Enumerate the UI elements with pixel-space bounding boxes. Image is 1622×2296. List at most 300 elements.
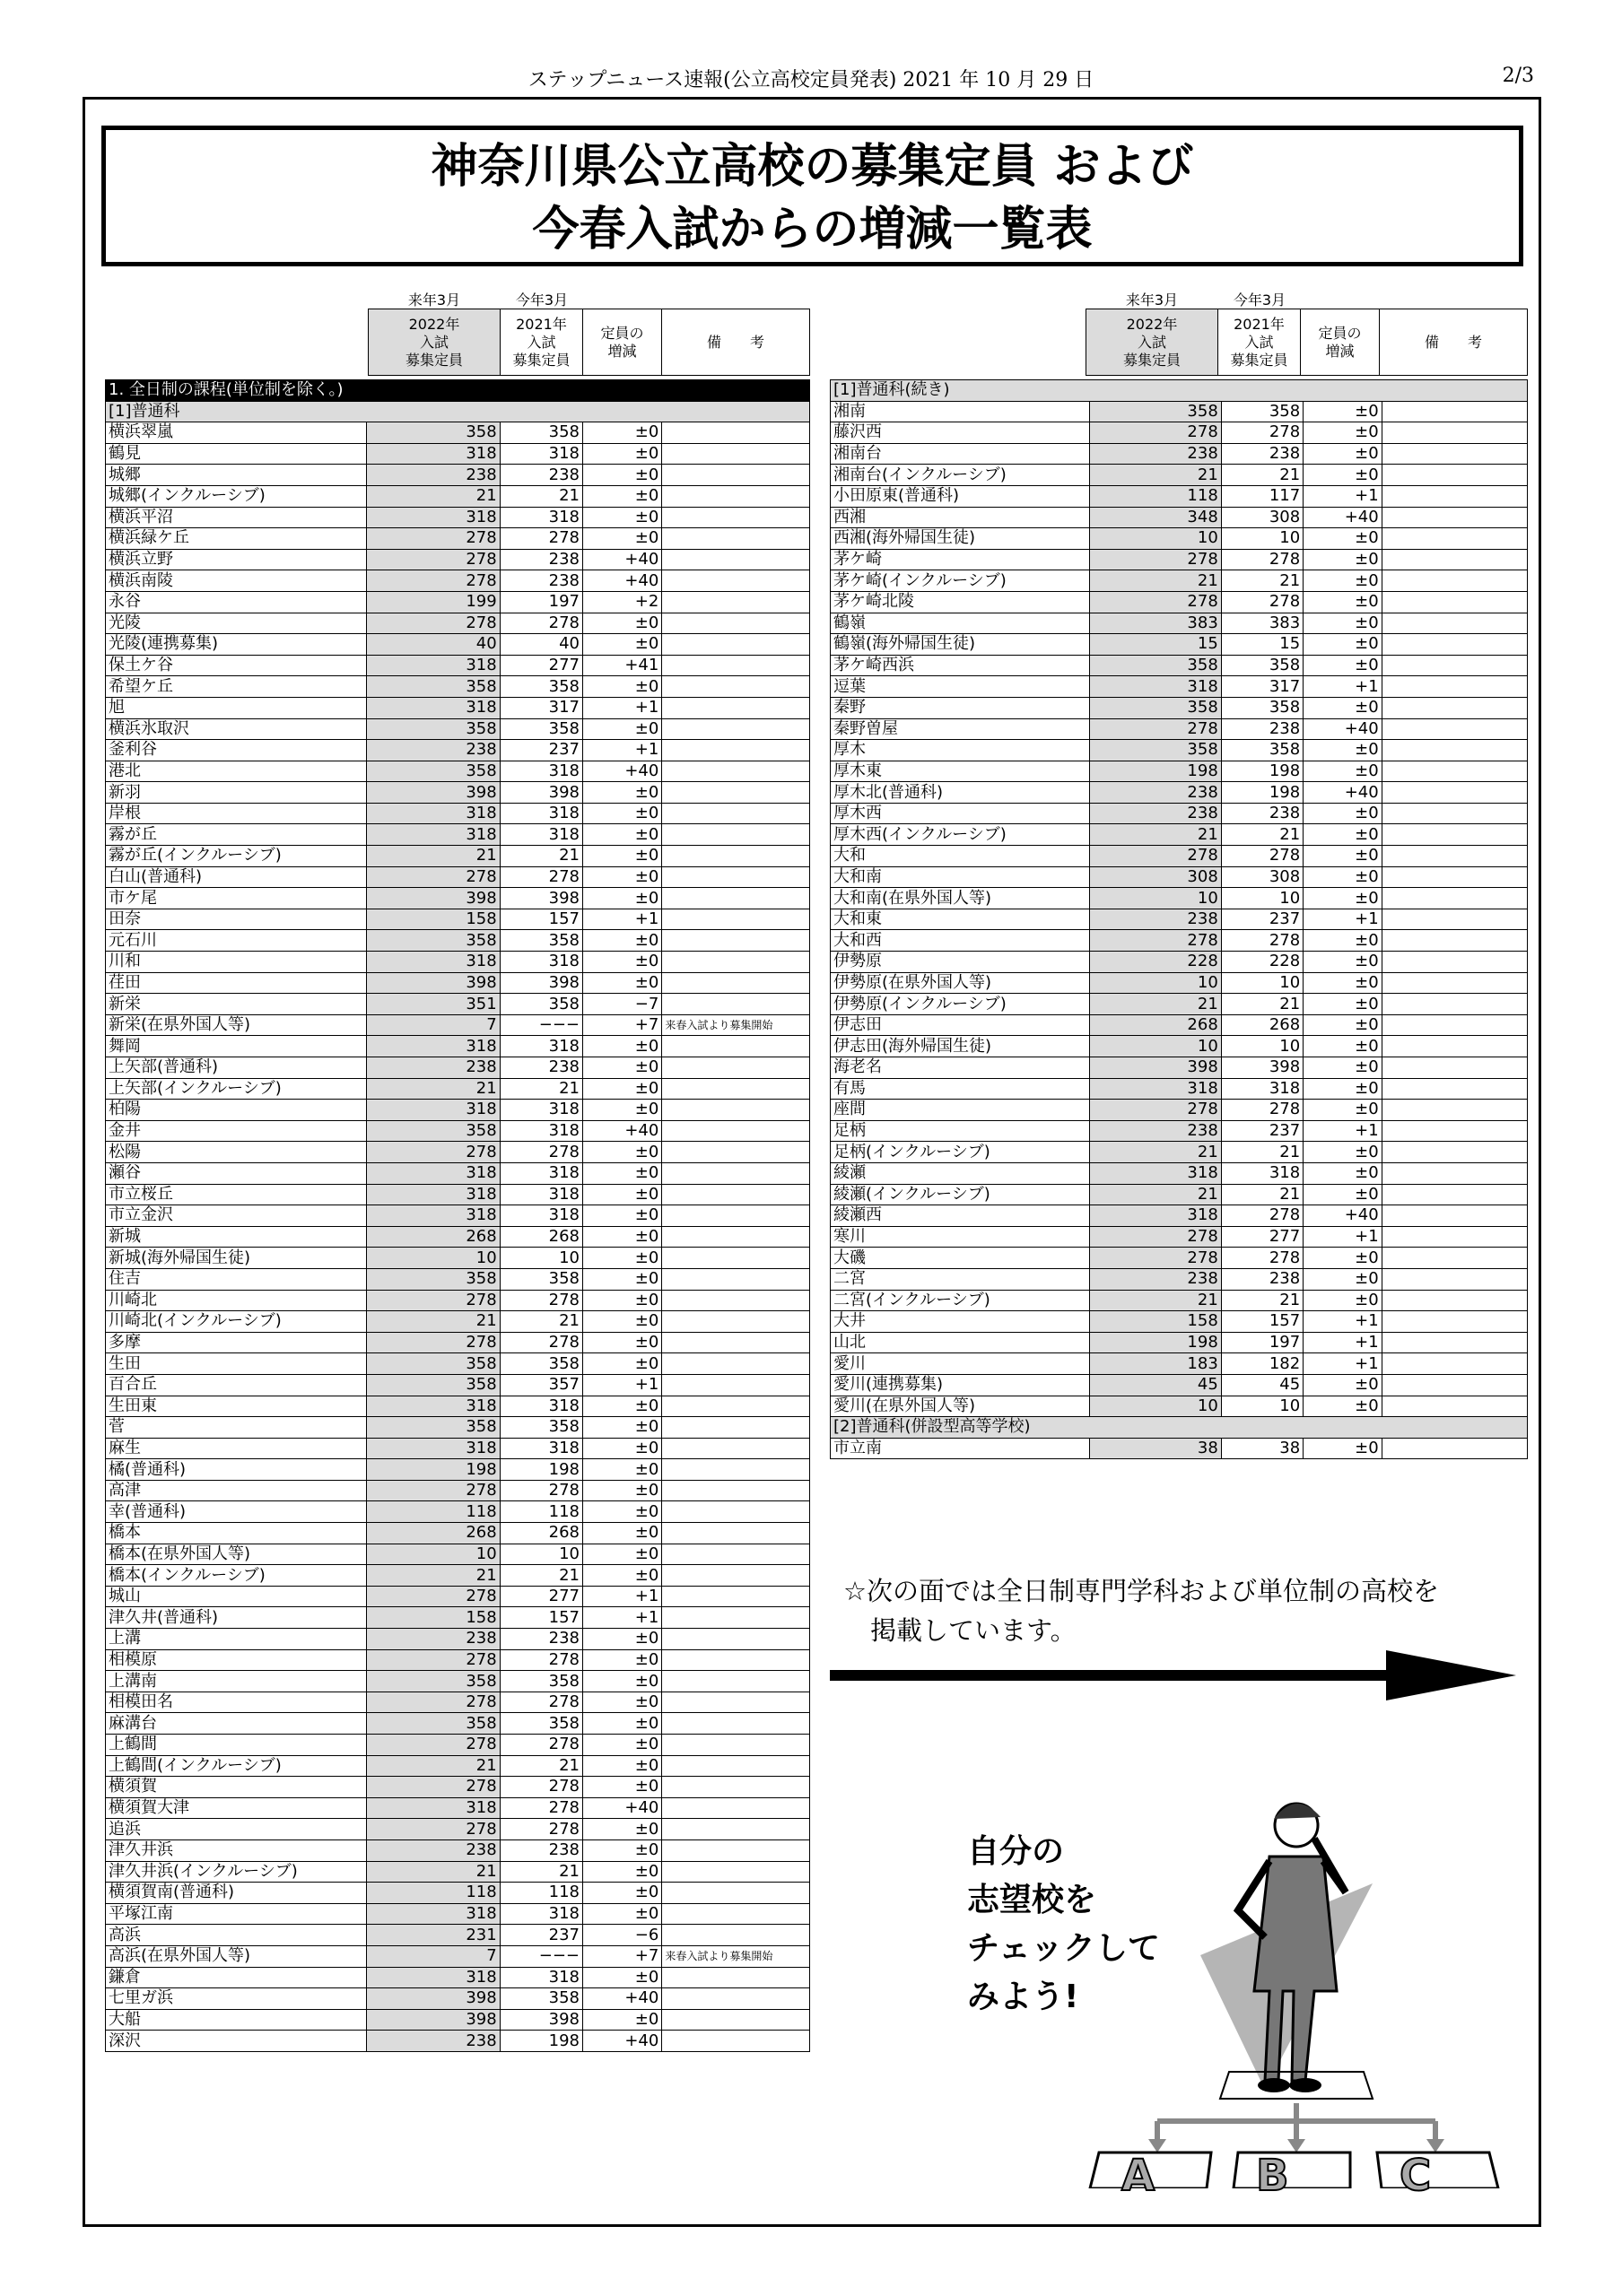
capacity-2022: 358 bbox=[367, 422, 501, 444]
school-name: 七里ガ浜 bbox=[106, 1988, 367, 2010]
capacity-2021: 398 bbox=[500, 888, 582, 909]
table-row bbox=[831, 697, 1528, 718]
capacity-change: −7 bbox=[583, 994, 662, 1015]
remarks bbox=[662, 1501, 810, 1523]
remarks bbox=[1382, 930, 1527, 952]
capacity-2021: 238 bbox=[500, 1057, 582, 1079]
capacity-2021: 318 bbox=[500, 507, 582, 528]
school-name: 瀬谷 bbox=[106, 1162, 367, 1184]
school-name: 横須賀南(普通科) bbox=[106, 1883, 367, 1904]
capacity-change: ±0 bbox=[583, 1078, 662, 1100]
table-row bbox=[106, 718, 810, 740]
school-name: 幸(普通科) bbox=[106, 1501, 367, 1523]
school-name: 大和西 bbox=[831, 930, 1090, 952]
capacity-change: ±0 bbox=[583, 1544, 662, 1565]
capacity-2022: 278 bbox=[367, 613, 501, 634]
table-row bbox=[831, 1014, 1528, 1036]
school-name: 金井 bbox=[106, 1120, 367, 1142]
remarks bbox=[662, 613, 810, 634]
capacity-2022: 238 bbox=[367, 1629, 501, 1650]
table-row bbox=[106, 634, 810, 656]
capacity-2021: 278 bbox=[500, 1142, 582, 1163]
section-label: 1. 全日制の課程(単位制を除く。) bbox=[106, 380, 810, 402]
school-name: 上溝 bbox=[106, 1629, 367, 1650]
capacity-change: +1 bbox=[1304, 485, 1382, 507]
remarks bbox=[662, 1353, 810, 1375]
table-row bbox=[106, 1353, 810, 1375]
capacity-change: ±0 bbox=[583, 930, 662, 952]
capacity-2022: 278 bbox=[367, 528, 501, 550]
table-row bbox=[831, 1290, 1528, 1311]
school-name: 生田 bbox=[106, 1353, 367, 1375]
capacity-change: ±0 bbox=[1304, 528, 1382, 550]
capacity-2021: 10 bbox=[1221, 528, 1303, 550]
capacity-change: ±0 bbox=[1304, 866, 1382, 888]
capacity-2022: 278 bbox=[1089, 1226, 1221, 1248]
capacity-2022: 318 bbox=[367, 655, 501, 676]
table-row bbox=[106, 803, 810, 824]
table-row bbox=[831, 952, 1528, 973]
table-row bbox=[106, 888, 810, 909]
school-name: 市ケ尾 bbox=[106, 888, 367, 909]
capacity-change: +2 bbox=[583, 591, 662, 613]
capacity-2021: 318 bbox=[500, 1205, 582, 1227]
capacity-2021: 21 bbox=[1221, 824, 1303, 846]
remarks bbox=[662, 1417, 810, 1439]
table-row bbox=[831, 718, 1528, 740]
remarks bbox=[662, 549, 810, 570]
school-name: 追浜 bbox=[106, 1819, 367, 1840]
capacity-2021: 238 bbox=[1221, 1268, 1303, 1290]
remarks bbox=[662, 1586, 810, 1607]
school-name: 伊勢原 bbox=[831, 952, 1090, 973]
school-name: 大和 bbox=[831, 846, 1090, 867]
table-row bbox=[831, 591, 1528, 613]
capacity-2021: 21 bbox=[500, 1755, 582, 1777]
capacity-change: ±0 bbox=[583, 1777, 662, 1798]
remarks bbox=[662, 888, 810, 909]
capacity-2021: 197 bbox=[1221, 1332, 1303, 1353]
capacity-2021: 308 bbox=[1221, 507, 1303, 528]
school-name: 大井 bbox=[831, 1311, 1090, 1333]
remarks bbox=[1382, 591, 1527, 613]
capacity-2022: 318 bbox=[367, 443, 501, 465]
capacity-2022: 278 bbox=[367, 1480, 501, 1501]
capacity-2021: 318 bbox=[500, 1120, 582, 1142]
table-row bbox=[106, 1036, 810, 1057]
capacity-2021: 398 bbox=[500, 2009, 582, 2031]
table-row bbox=[831, 1226, 1528, 1248]
table-row bbox=[106, 1184, 810, 1205]
remarks bbox=[1382, 1290, 1527, 1311]
table-row bbox=[831, 1374, 1528, 1396]
capacity-change: ±0 bbox=[583, 1523, 662, 1544]
school-name: 新羽 bbox=[106, 782, 367, 804]
capacity-2022: 278 bbox=[367, 1819, 501, 1840]
capacity-2021: 358 bbox=[500, 718, 582, 740]
remarks bbox=[662, 697, 810, 718]
school-name: 綾瀬(インクルーシブ) bbox=[831, 1184, 1090, 1205]
table-row bbox=[831, 761, 1528, 782]
capacity-change: ±0 bbox=[1304, 803, 1382, 824]
capacity-2021: 238 bbox=[1221, 443, 1303, 465]
capacity-2021: 268 bbox=[500, 1523, 582, 1544]
capacity-2022: 348 bbox=[1089, 507, 1221, 528]
capacity-2021: 21 bbox=[500, 1311, 582, 1333]
capacity-change: ±0 bbox=[583, 1438, 662, 1459]
capacity-change: +1 bbox=[583, 909, 662, 930]
remarks bbox=[1382, 1205, 1527, 1227]
capacity-change: +40 bbox=[1304, 1205, 1382, 1227]
capacity-2021: 198 bbox=[1221, 782, 1303, 804]
capacity-2022: 118 bbox=[367, 1501, 501, 1523]
capacity-2021: 318 bbox=[500, 1162, 582, 1184]
capacity-2021: 358 bbox=[500, 1671, 582, 1692]
table-row bbox=[106, 1629, 810, 1650]
remarks bbox=[1382, 1396, 1527, 1417]
capacity-2021: 278 bbox=[1221, 1248, 1303, 1269]
school-name: 茅ケ崎 bbox=[831, 549, 1090, 570]
capacity-2021: 278 bbox=[500, 1735, 582, 1756]
table-row bbox=[106, 1755, 810, 1777]
capacity-2022: 158 bbox=[1089, 1311, 1221, 1333]
capacity-2022: 278 bbox=[367, 1692, 501, 1713]
capacity-2022: 278 bbox=[367, 570, 501, 592]
school-name: 旭 bbox=[106, 697, 367, 718]
capacity-2022: 238 bbox=[1089, 782, 1221, 804]
school-name: 津久井浜 bbox=[106, 1839, 367, 1861]
remarks bbox=[1382, 1014, 1527, 1036]
table-row bbox=[106, 972, 810, 994]
school-name: 橋本(インクルーシブ) bbox=[106, 1565, 367, 1587]
school-name: 永谷 bbox=[106, 591, 367, 613]
capacity-2021: 118 bbox=[500, 1883, 582, 1904]
capacity-2021: 198 bbox=[500, 1459, 582, 1481]
capacity-change: ±0 bbox=[583, 1755, 662, 1777]
capacity-2021: 237 bbox=[500, 1925, 582, 1946]
page-header bbox=[0, 65, 1622, 91]
capacity-2022: 268 bbox=[1089, 1014, 1221, 1036]
capacity-change: ±0 bbox=[583, 1290, 662, 1311]
capacity-2021: 21 bbox=[500, 1861, 582, 1883]
table-row bbox=[831, 803, 1528, 824]
capacity-2022: 278 bbox=[1089, 549, 1221, 570]
remarks bbox=[662, 1967, 810, 1988]
school-name: 上溝南 bbox=[106, 1671, 367, 1692]
capacity-change: ±0 bbox=[583, 1057, 662, 1079]
capacity-2021: 198 bbox=[1221, 761, 1303, 782]
table-row bbox=[106, 1480, 810, 1501]
table-row bbox=[831, 1162, 1528, 1184]
capacity-2021: 318 bbox=[500, 1036, 582, 1057]
capacity-2021: 318 bbox=[500, 803, 582, 824]
capacity-2022: 398 bbox=[367, 2009, 501, 2031]
capacity-change: ±0 bbox=[583, 1332, 662, 1353]
capacity-change: ±0 bbox=[583, 1735, 662, 1756]
table-row bbox=[106, 697, 810, 718]
remarks bbox=[662, 1438, 810, 1459]
capacity-2021: 358 bbox=[1221, 740, 1303, 761]
remarks: 来春入試より募集開始 bbox=[662, 1014, 810, 1036]
table-row bbox=[106, 1057, 810, 1079]
capacity-2022: 278 bbox=[367, 1649, 501, 1671]
choice-c: C bbox=[1400, 2151, 1432, 2201]
capacity-2021: 358 bbox=[1221, 401, 1303, 422]
capacity-change: ±0 bbox=[1304, 1078, 1382, 1100]
capacity-2021: 398 bbox=[500, 782, 582, 804]
school-name: 上矢部(普通科) bbox=[106, 1057, 367, 1079]
capacity-2022: 278 bbox=[1089, 1100, 1221, 1121]
capacity-change: ±0 bbox=[1304, 465, 1382, 486]
remarks bbox=[1382, 1142, 1527, 1163]
section-label: [2]普通科(併設型高等学校) bbox=[831, 1417, 1528, 1439]
capacity-change: +1 bbox=[583, 697, 662, 718]
capacity-2021: 277 bbox=[500, 655, 582, 676]
capacity-change: ±0 bbox=[1304, 401, 1382, 422]
capacity-2022: 358 bbox=[367, 718, 501, 740]
capacity-2021: 318 bbox=[500, 1903, 582, 1925]
capacity-change: ±0 bbox=[583, 1311, 662, 1333]
table-row bbox=[106, 549, 810, 570]
school-name: 大和南(在県外国人等) bbox=[831, 888, 1090, 909]
table-row bbox=[831, 613, 1528, 634]
remarks bbox=[662, 1777, 810, 1798]
table-row bbox=[831, 1311, 1528, 1333]
remarks bbox=[1382, 1374, 1527, 1396]
school-name: 秦野曽屋 bbox=[831, 718, 1090, 740]
capacity-2021: 383 bbox=[1221, 613, 1303, 634]
capacity-change: ±0 bbox=[1304, 1057, 1382, 1079]
capacity-2022: 398 bbox=[1089, 1057, 1221, 1079]
table-row bbox=[831, 1438, 1528, 1459]
capacity-2022: 318 bbox=[367, 803, 501, 824]
remarks bbox=[662, 1607, 810, 1629]
capacity-2021: 358 bbox=[500, 1713, 582, 1735]
remarks bbox=[662, 1839, 810, 1861]
capacity-change: ±0 bbox=[583, 465, 662, 486]
capacity-2021: 268 bbox=[1221, 1014, 1303, 1036]
capacity-2022: 358 bbox=[367, 676, 501, 698]
capacity-2022: 358 bbox=[1089, 401, 1221, 422]
page-number: 2/3 bbox=[1502, 65, 1534, 87]
remarks bbox=[1382, 761, 1527, 782]
remarks bbox=[662, 761, 810, 782]
capacity-2021: 358 bbox=[500, 1988, 582, 2010]
capacity-2022: 398 bbox=[367, 1988, 501, 2010]
remarks bbox=[662, 1332, 810, 1353]
table-row bbox=[106, 1078, 810, 1100]
school-name: 岸根 bbox=[106, 803, 367, 824]
remarks bbox=[662, 824, 810, 846]
capacity-2022: 21 bbox=[1089, 824, 1221, 846]
table-row bbox=[106, 866, 810, 888]
label-this-year: 今年3月 bbox=[515, 291, 569, 309]
capacity-2022: 10 bbox=[1089, 528, 1221, 550]
capacity-change: ±0 bbox=[1304, 740, 1382, 761]
main-title-box bbox=[101, 126, 1523, 266]
right-arrow-icon bbox=[830, 1648, 1516, 1702]
school-name: 伊勢原(在県外国人等) bbox=[831, 972, 1090, 994]
capacity-change: +1 bbox=[1304, 1353, 1382, 1375]
remarks bbox=[662, 1142, 810, 1163]
remarks bbox=[662, 1268, 810, 1290]
remarks bbox=[662, 1205, 810, 1227]
capacity-2021: 358 bbox=[500, 422, 582, 444]
capacity-2022: 358 bbox=[1089, 655, 1221, 676]
capacity-2021: 318 bbox=[500, 952, 582, 973]
capacity-2022: 318 bbox=[367, 1903, 501, 1925]
remarks bbox=[1382, 549, 1527, 570]
school-name: 光陵(連携募集) bbox=[106, 634, 367, 656]
capacity-change: ±0 bbox=[583, 1142, 662, 1163]
capacity-change: +1 bbox=[583, 740, 662, 761]
speech-line2: 志望校を bbox=[967, 1882, 1097, 1918]
capacity-change: ±0 bbox=[583, 1248, 662, 1269]
capacity-2022: 228 bbox=[1089, 952, 1221, 973]
school-name: 茅ケ崎北陵 bbox=[831, 591, 1090, 613]
remarks bbox=[662, 803, 810, 824]
school-name: 厚木西(インクルーシブ) bbox=[831, 824, 1090, 846]
capacity-2021: −−− bbox=[500, 1945, 582, 1967]
table-row bbox=[106, 422, 810, 444]
remarks bbox=[662, 676, 810, 698]
capacity-change: +40 bbox=[1304, 507, 1382, 528]
capacity-2022: 358 bbox=[367, 1353, 501, 1375]
capacity-2022: 278 bbox=[1089, 1248, 1221, 1269]
table-row bbox=[831, 888, 1528, 909]
table-row bbox=[831, 1120, 1528, 1142]
remarks bbox=[662, 1713, 810, 1735]
table-row bbox=[106, 1839, 810, 1861]
school-name: 上鶴間 bbox=[106, 1735, 367, 1756]
capacity-2021: 10 bbox=[1221, 972, 1303, 994]
capacity-2021: 21 bbox=[1221, 570, 1303, 592]
capacity-change: ±0 bbox=[1304, 613, 1382, 634]
remarks bbox=[662, 1036, 810, 1057]
capacity-2022: 318 bbox=[367, 1162, 501, 1184]
remarks bbox=[662, 422, 810, 444]
capacity-2021: 237 bbox=[500, 740, 582, 761]
capacity-2021: 157 bbox=[500, 1607, 582, 1629]
table-row bbox=[106, 443, 810, 465]
capacity-change: ±0 bbox=[583, 1459, 662, 1481]
capacity-2021: 278 bbox=[500, 1649, 582, 1671]
remarks bbox=[1382, 676, 1527, 698]
capacity-2021: 197 bbox=[500, 591, 582, 613]
capacity-2022: 238 bbox=[367, 1839, 501, 1861]
capacity-2022: 15 bbox=[1089, 634, 1221, 656]
left-capacity-table bbox=[105, 379, 810, 2052]
capacity-2022: 21 bbox=[367, 1861, 501, 1883]
school-name: 市立金沢 bbox=[106, 1205, 367, 1227]
school-name: 横浜立野 bbox=[106, 549, 367, 570]
capacity-change: ±0 bbox=[583, 1162, 662, 1184]
capacity-2021: 21 bbox=[500, 846, 582, 867]
remarks bbox=[1382, 655, 1527, 676]
remarks bbox=[1382, 824, 1527, 846]
table-row bbox=[831, 1268, 1528, 1290]
capacity-2021: 237 bbox=[1221, 1120, 1303, 1142]
school-name: 有馬 bbox=[831, 1078, 1090, 1100]
capacity-2021: 278 bbox=[1221, 1205, 1303, 1227]
capacity-2022: 10 bbox=[1089, 888, 1221, 909]
remarks bbox=[662, 1100, 810, 1121]
capacity-change: ±0 bbox=[1304, 1036, 1382, 1057]
remarks bbox=[662, 1797, 810, 1819]
school-name: 白山(普通科) bbox=[106, 866, 367, 888]
table-row bbox=[106, 485, 810, 507]
table-row bbox=[106, 1290, 810, 1311]
capacity-2022: 10 bbox=[367, 1248, 501, 1269]
table-row bbox=[106, 1988, 810, 2010]
school-name: 港北 bbox=[106, 761, 367, 782]
table-row bbox=[106, 782, 810, 804]
capacity-2022: 278 bbox=[1089, 422, 1221, 444]
capacity-2021: 358 bbox=[500, 676, 582, 698]
table-row bbox=[106, 1501, 810, 1523]
remarks bbox=[662, 972, 810, 994]
main-title-line1: 神奈川県公立高校の募集定員 および bbox=[431, 140, 1194, 194]
school-name: 寒川 bbox=[831, 1226, 1090, 1248]
remarks bbox=[662, 1523, 810, 1544]
table-row bbox=[106, 655, 810, 676]
table-row bbox=[106, 740, 810, 761]
capacity-change: ±0 bbox=[583, 1671, 662, 1692]
capacity-2021: 157 bbox=[500, 909, 582, 930]
capacity-change: ±0 bbox=[583, 1649, 662, 1671]
section-row bbox=[831, 1417, 1528, 1439]
capacity-change: ±0 bbox=[583, 1565, 662, 1587]
capacity-2021: 45 bbox=[1221, 1374, 1303, 1396]
remarks bbox=[1382, 1311, 1527, 1333]
capacity-change: ±0 bbox=[1304, 1162, 1382, 1184]
section-row bbox=[106, 380, 810, 402]
capacity-2022: 231 bbox=[367, 1925, 501, 1946]
table-row bbox=[106, 1014, 810, 1036]
school-name: 津久井浜(インクルーシブ) bbox=[106, 1861, 367, 1883]
remarks bbox=[1382, 1184, 1527, 1205]
capacity-2021: 278 bbox=[1221, 549, 1303, 570]
capacity-2022: 10 bbox=[1089, 1036, 1221, 1057]
capacity-2022: 21 bbox=[1089, 1184, 1221, 1205]
capacity-2021: 21 bbox=[500, 485, 582, 507]
table-row bbox=[831, 485, 1528, 507]
capacity-2022: 308 bbox=[1089, 866, 1221, 888]
capacity-2022: 238 bbox=[367, 740, 501, 761]
choice-a: A bbox=[1121, 2151, 1155, 2201]
school-name: 城山 bbox=[106, 1586, 367, 1607]
capacity-change: ±0 bbox=[583, 1692, 662, 1713]
capacity-2021: 278 bbox=[500, 1332, 582, 1353]
school-name: 霧が丘 bbox=[106, 824, 367, 846]
remarks bbox=[662, 782, 810, 804]
table-row bbox=[106, 507, 810, 528]
table-row bbox=[831, 1078, 1528, 1100]
school-name: 田奈 bbox=[106, 909, 367, 930]
capacity-change: ±0 bbox=[583, 1629, 662, 1650]
table-row bbox=[831, 634, 1528, 656]
capacity-change: ±0 bbox=[583, 1100, 662, 1121]
remarks bbox=[662, 485, 810, 507]
capacity-2021: 277 bbox=[1221, 1226, 1303, 1248]
school-name: 希望ケ丘 bbox=[106, 676, 367, 698]
capacity-change: +40 bbox=[583, 1797, 662, 1819]
school-name: 津久井(普通科) bbox=[106, 1607, 367, 1629]
table-row bbox=[831, 1036, 1528, 1057]
remarks bbox=[662, 1078, 810, 1100]
capacity-2021: 317 bbox=[1221, 676, 1303, 698]
capacity-change: ±0 bbox=[583, 1184, 662, 1205]
